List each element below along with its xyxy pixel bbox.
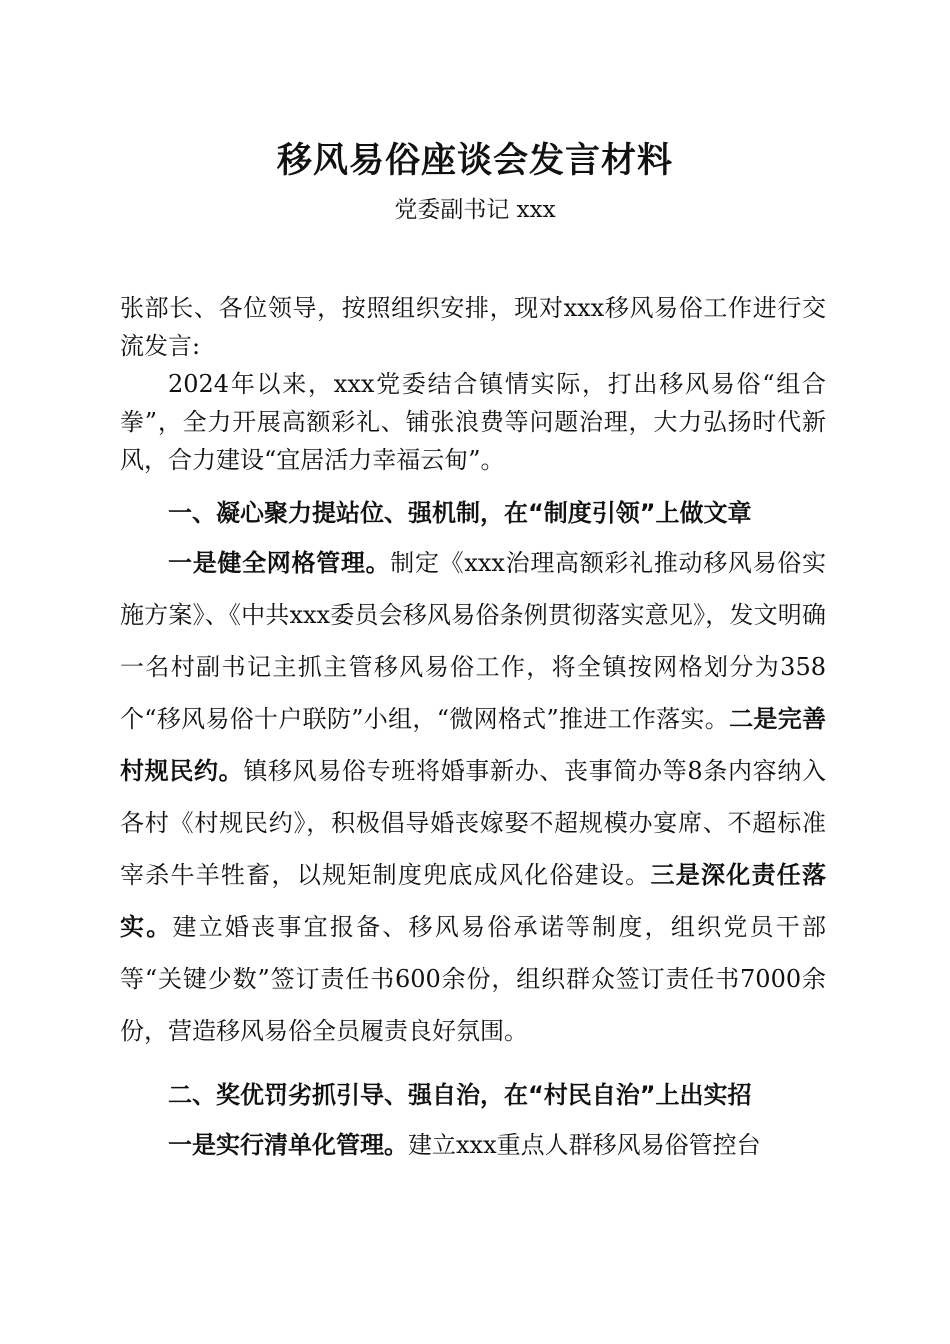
section-2-paragraph: [120, 1119, 826, 1171]
section-1-item-1-title: 一是健全网格管理。: [168, 549, 391, 577]
greeting-paragraph: 张部长、各位领导，按照组织安排，现对xxx移风易俗工作进行交流发言:: [120, 294, 826, 360]
section-1-item-2-text: 镇移风易俗专班将婚事新办、丧事简办等8条内容纳入各村《村规民约》，积极倡导婚丧嫁娶不超规模办宴席、不超标准宰杀牛羊牲畜，以规矩制度兜底成风化俗建设。: [120, 757, 826, 889]
section-1-item-1-text: 制定《xxx治理高额彩礼推动移风易俗实施方案》、《中共xxx委员会移风易俗条例贯彻落实意见》，发文明确一名村副书记主抓主管移风易俗工作，将全镇按网格划分为358个“移风易俗十户联防”小组，“微网格式”推进工作落实。: [120, 549, 826, 733]
section-1-item-3-text: 建立婚丧事宜报备、移风易俗承诺等制度，组织党员干部等“关键少数”签订责任书600余份，组织群众签订责任书7000余份，营造移风易俗全员履责良好氛围。: [120, 913, 827, 1045]
section-2-item-1-title: 一是实行清单化管理。: [168, 1131, 408, 1159]
document-author: 党委副书记 xxx: [394, 197, 556, 223]
section-1-item-2-title: 二是完善村规民约。: [120, 705, 827, 785]
section-2-heading: 二、奖优罚劣抓引导、强自治，在“村民自治”上出实招: [168, 1081, 752, 1109]
section-2-item-1-text: 建立xxx重点人群移风易俗管控台: [408, 1131, 761, 1159]
section-1-paragraph: [120, 537, 826, 1057]
intro-paragraph: 2024年以来，xxx党委结合镇情实际，打出移风易俗“组合拳”，全力开展高额彩礼、铺张浪费等问题治理，大力弘扬时代新风，合力建设“宜居活力幸福云甸”。: [120, 370, 826, 474]
document-title: 移风易俗座谈会发言材料: [276, 141, 673, 181]
section-1-heading: 一、凝心聚力提站位、强机制，在“制度引领”上做文章: [168, 499, 752, 527]
section-1-item-3-title: 三是深化责任落实。: [120, 861, 827, 941]
document-body: [120, 289, 826, 1171]
